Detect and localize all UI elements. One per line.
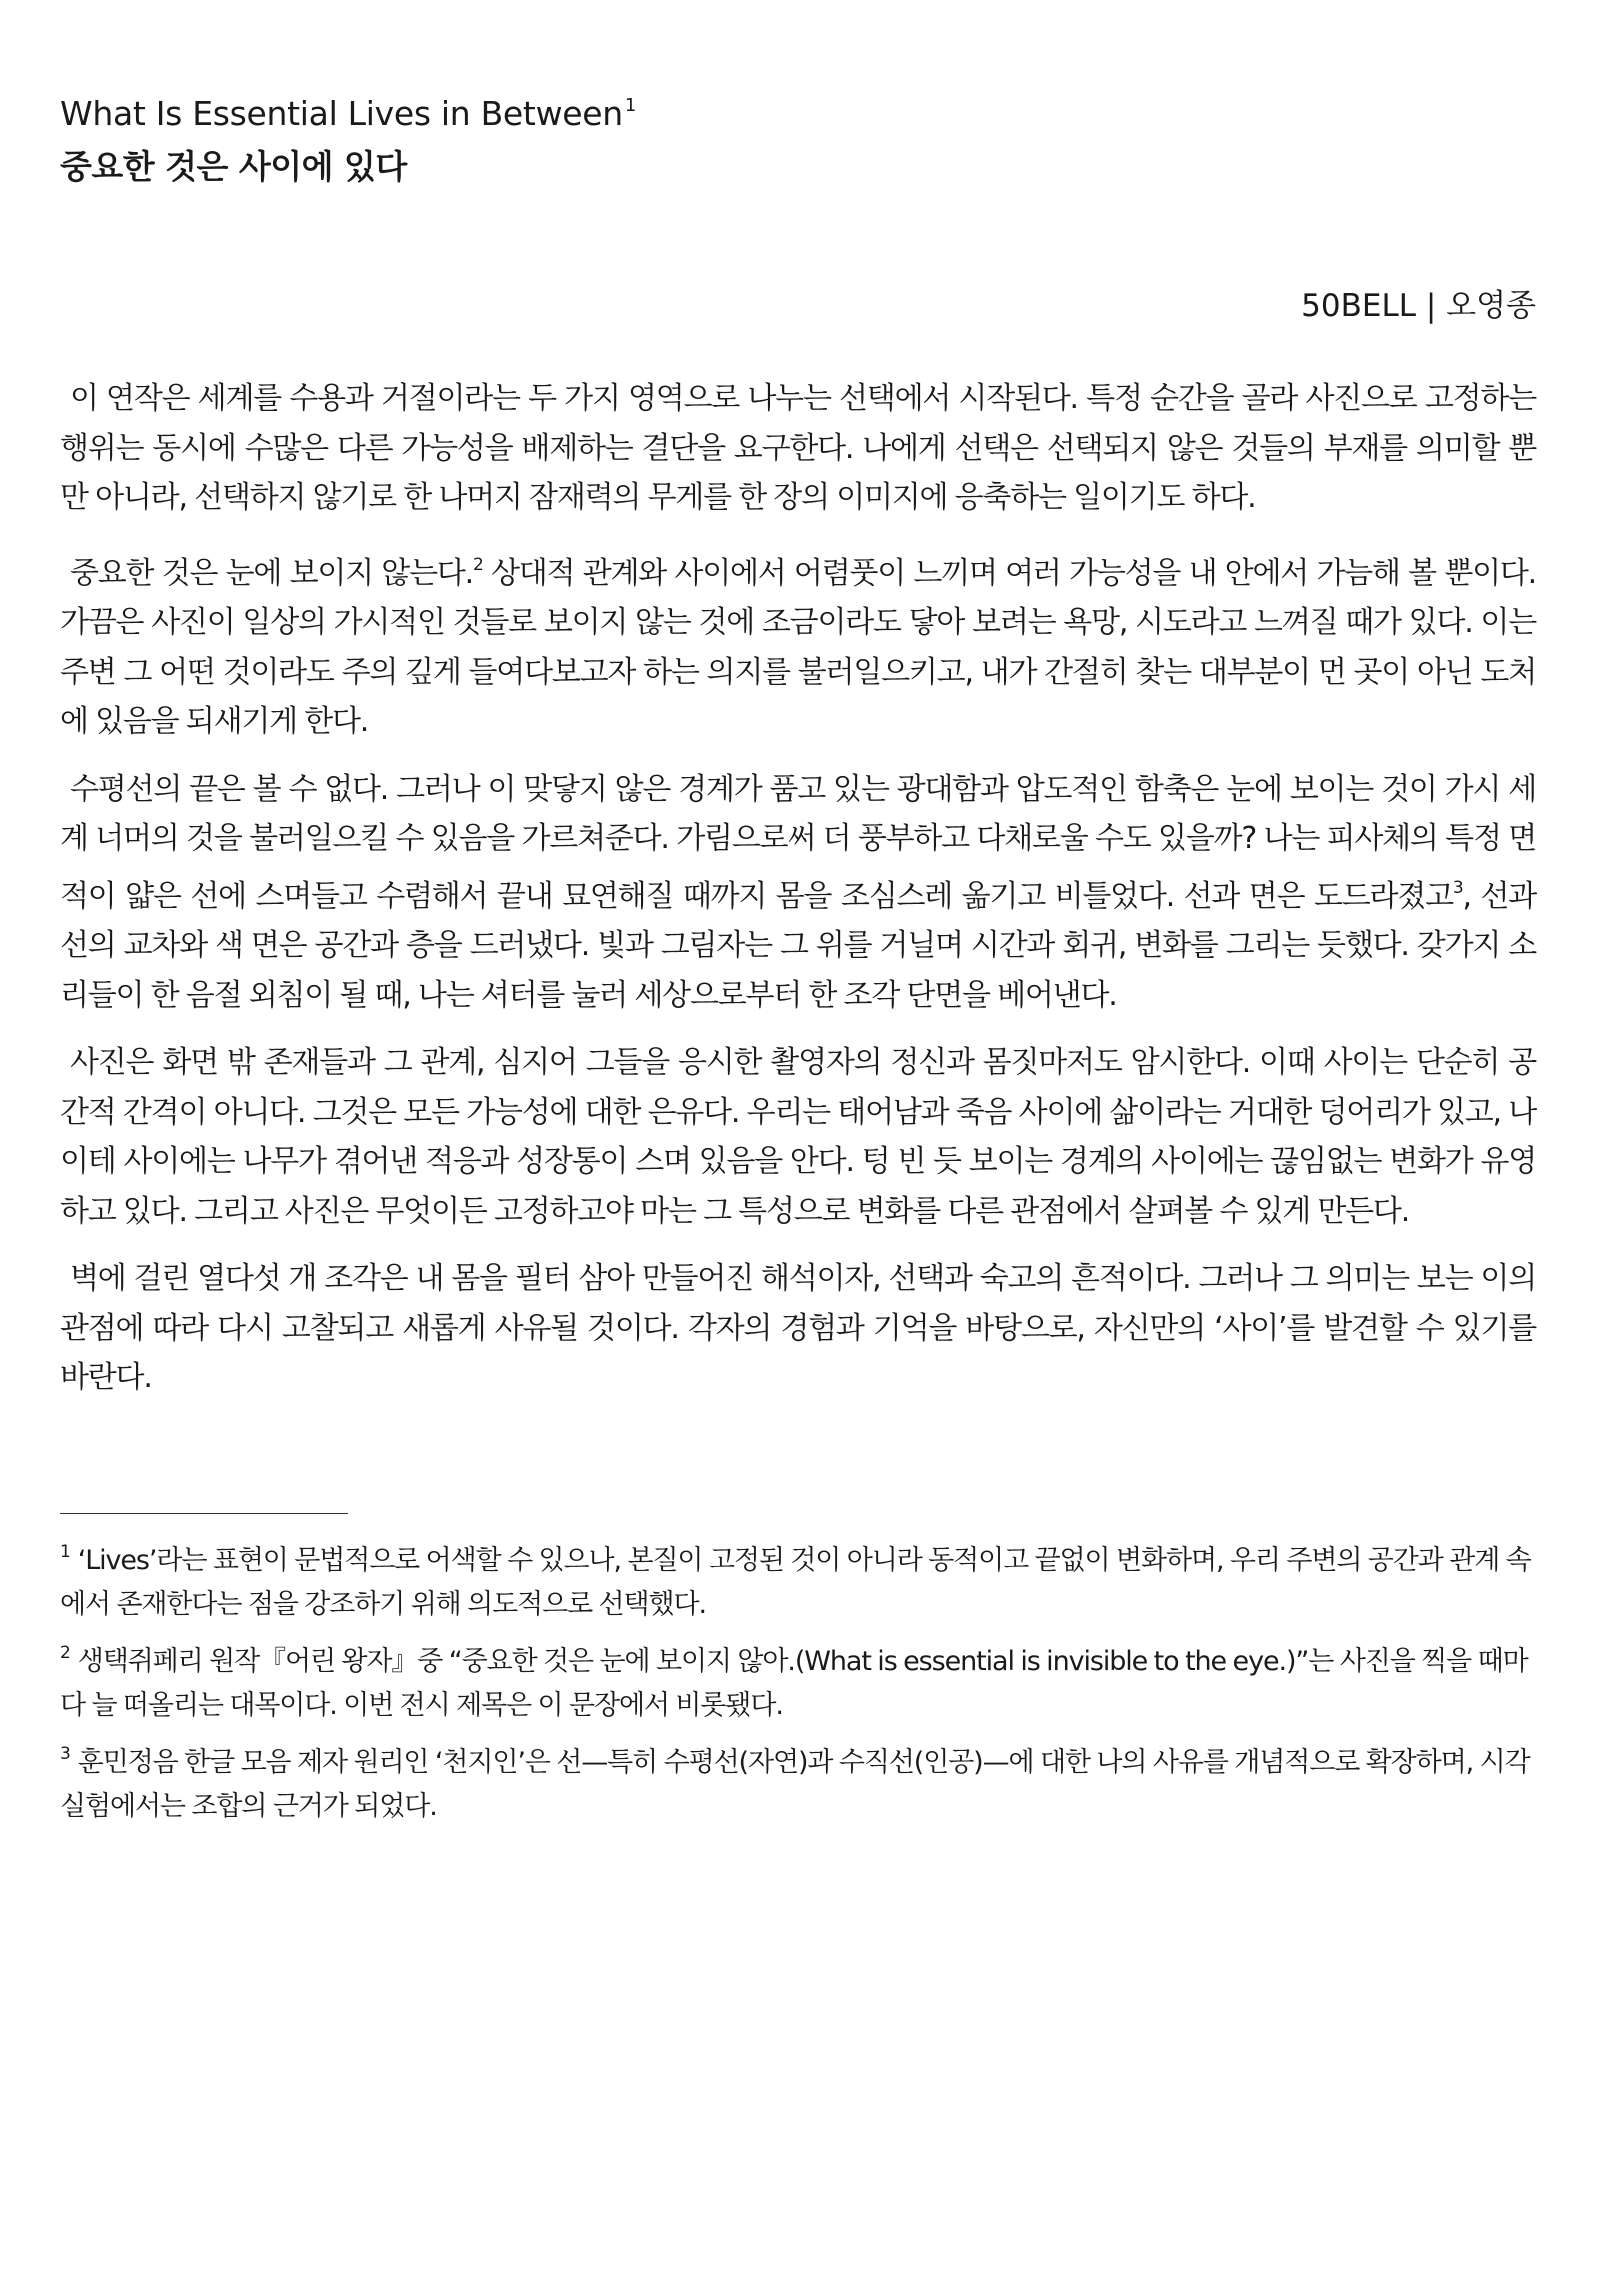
footnote-2 — [60, 1631, 1536, 1728]
paragraph-1: 이 연작은 세계를 수용과 거절이라는 두 가지 영역으로 나누는 선택에서 시작된다. 특정 순간을 골라 사진으로 고정하는 행위는 동시에 수많은 다른 가능성을 배제하는 결단을 요구한다. 나에게 선택은 선택되지 않은 것들의 부재를 의미할 뿐만 아니라, 선택하지 않기로 한 나머지 잠재력의 무게를 한 장의 이미지에 응축하는 일이기도 하다. — [60, 381, 1536, 515]
title-english — [60, 82, 1536, 138]
paragraph-3-rest: , 선과 선의 교차와 색 면은 공간과 층을 드러냈다. 빛과 그림자는 그 위를 거닐며 시간과 회귀, 변화를 그리는 듯했다. 갖가지 소리들이 한 음절 외침이 될 때, 나는 셔터를 눌러 세상으로부터 한 조각 단면을 베어낸다. — [60, 878, 1536, 1013]
paragraph-2 — [60, 541, 1536, 747]
document-page — [60, 82, 1536, 1833]
footnote-divider — [60, 1513, 348, 1514]
title-korean: 중요한 것은 사이에 있다 — [60, 147, 407, 186]
author-line: 50BELL | 오영종 — [1301, 288, 1536, 324]
footnote-number: 2 — [60, 1642, 70, 1663]
footnote-3 — [60, 1732, 1536, 1829]
paragraph-5: 벽에 걸린 열다섯 개 조각은 내 몸을 필터 삼아 만들어진 해석이자, 선택과 숙고의 흔적이다. 그러나 그 의미는 보는 이의 관점에 따라 다시 고찰되고 새롭게 사유될 것이다. 각자의 경험과 기억을 바탕으로, 자신만의 ‘사이’를 발견할 수 있기를 바란다. — [60, 1261, 1536, 1395]
paragraph-3 — [60, 765, 1536, 1021]
footnote-number: 3 — [60, 1743, 70, 1764]
footnote-1 — [60, 1530, 1536, 1627]
paragraph-2-lead: 중요한 것은 눈에 보이지 않는다. — [70, 555, 473, 591]
footnotes — [60, 1530, 1536, 1829]
paragraph-3-lead: 수평선의 끝은 볼 수 없다. 그러나 이 맞닿지 않은 경계가 품고 있는 광대함과 압도적인 함축은 눈에 보이는 것이 가시 세계 너머의 것을 불러일으킬 수 있음을 가르쳐준다. 가림으로써 더 풍부하고 다채로울 수도 있을까? 나는 피사체의 특정 면적이 얇은 선에 스며들고 수렴해서 끝내 묘연해질 때까지 몸을 조심스레 옮기고 비틀었다. 선과 면은 도드라졌고 — [60, 771, 1536, 914]
footnote-text: 생택쥐페리 원작『어린 왕자』중 “중요한 것은 눈에 보이지 않아.(What is essential is invisible to the eye.)”는 사진을 찍을 때마다 늘 떠올리는 대목이다. 이번 전시 제목은 이 문장에서 비롯됐다. — [60, 1645, 1528, 1721]
paragraph-4: 사진은 화면 밖 존재들과 그 관계, 심지어 그들을 응시한 촬영자의 정신과 몸짓마저도 암시한다. 이때 사이는 단순히 공간적 간격이 아니다. 그것은 모든 가능성에 대한 은유다. 우리는 태어남과 죽음 사이에 삶이라는 거대한 덩어리가 있고, 나이테 사이에는 나무가 겪어낸 적응과 성장통이 스며 있음을 안다. 텅 빈 듯 보이는 경계의 사이에는 끊임없는 변화가 유영하고 있다. 그리고 사진은 무엇이든 고정하고야 마는 그 특성으로 변화를 다른 관점에서 살펴볼 수 있게 만든다. — [60, 1045, 1536, 1229]
title-english-text: What Is Essential Lives in Between — [60, 94, 623, 133]
footnote-text: ‘Lives’라는 표현이 문법적으로 어색할 수 있으나, 본질이 고정된 것이 아니라 동적이고 끝없이 변화하며, 우리 주변의 공간과 관계 속에서 존재한다는 점을 강조하기 위해 의도적으로 선택했다. — [60, 1544, 1531, 1620]
footnote-ref-3: 3 — [1452, 877, 1463, 898]
paragraph-2-rest: 상대적 관계와 사이에서 어렴풋이 느끼며 여러 가능성을 내 안에서 가늠해 볼 뿐이다. 가끔은 사진이 일상의 가시적인 것들로 보이지 않는 것에 조금이라도 닿아 보려는 욕망, 시도라고 느껴질 때가 있다. 이는 주변 그 어떤 것이라도 주의 깊게 들여다보고자 하는 의지를 불러일으키고, 내가 간절히 찾는 대부분이 먼 곳이 아닌 도처에 있음을 되새기게 한다. — [60, 555, 1536, 739]
footnote-text: 훈민정음 한글 모음 제자 원리인 ‘천지인’은 선—특히 수평선(자연)과 수직선(인공)—에 대한 나의 사유를 개념적으로 확장하며, 시각 실험에서는 조합의 근거가 되었다. — [60, 1746, 1530, 1822]
footnote-ref-2: 2 — [472, 554, 483, 575]
essay-body — [60, 374, 1536, 1403]
footnote-ref-1: 1 — [624, 95, 637, 116]
footnote-number: 1 — [60, 1541, 70, 1562]
